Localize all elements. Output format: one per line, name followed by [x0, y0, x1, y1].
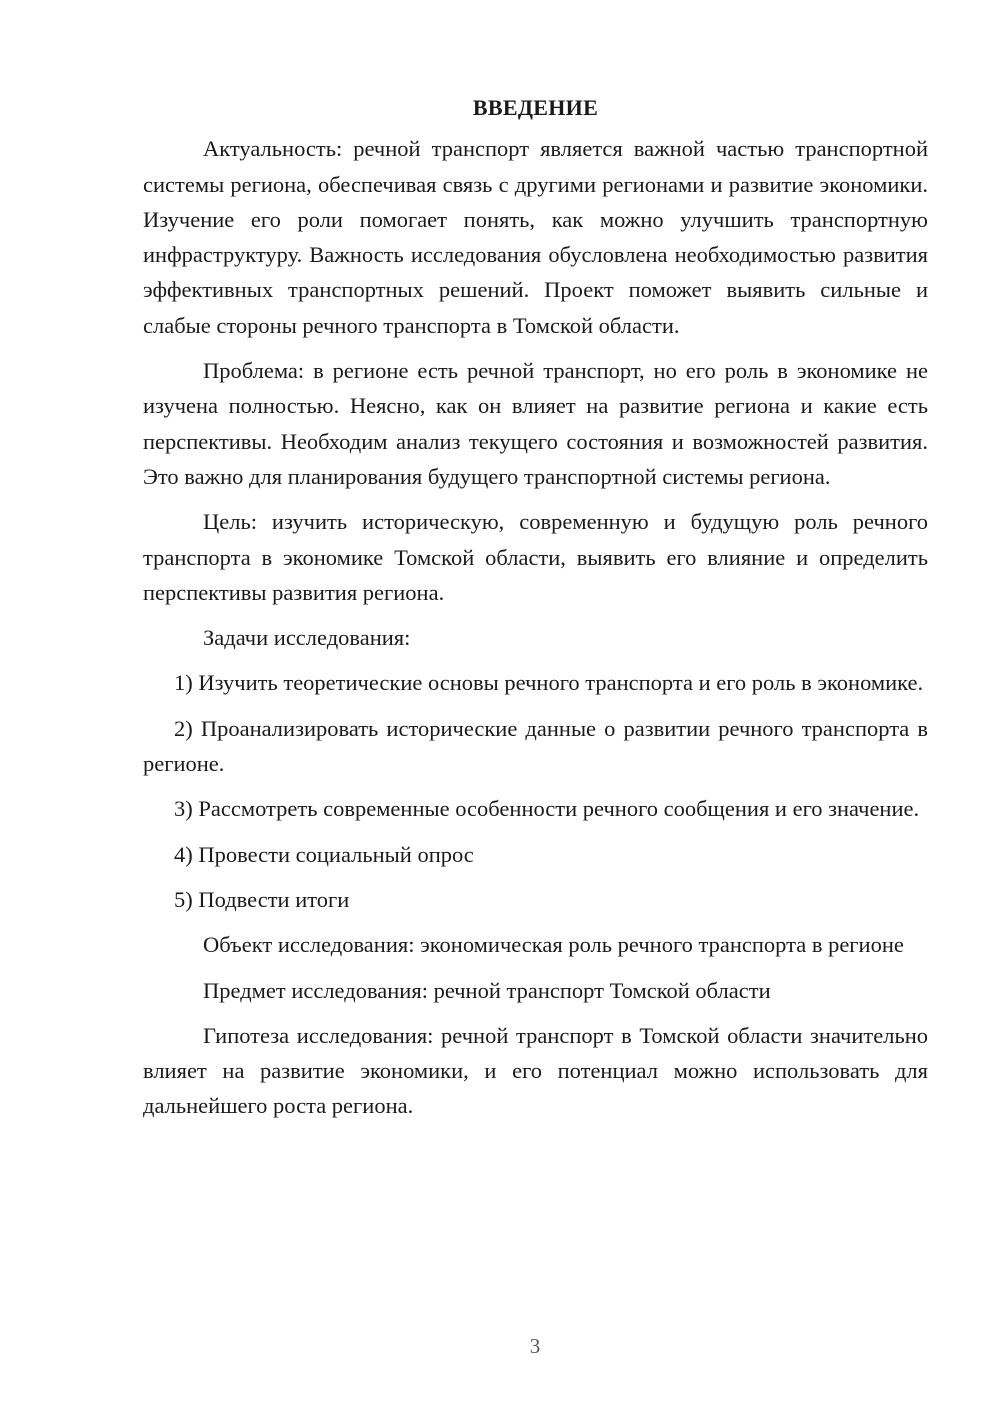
section-title: ВВЕДЕНИЕ [472, 95, 599, 120]
paragraph-subject: Предмет исследования: речной транспорт Томской области [203, 977, 771, 1003]
page-number: 3 [529, 1334, 541, 1358]
tasks-heading: Задачи исследования: [203, 625, 411, 651]
paragraph-problem: Проблема: в регионе есть речной транспорт, но его роль в экономике не изучена полностью. Неясно, как он влияет на развитие региона и какие есть перспективы. Необходим анализ текущего состояния и возможностей развития. Это важно для планирования будущего транспортной системы региона. [143, 358, 928, 489]
task-item-1: 1) Изучить теоретические основы речного транспорта и его роль в экономике. [174, 670, 924, 696]
task-item-3: 3) Рассмотреть современные особенности речного сообщения и его значение. [174, 796, 920, 822]
paragraph-hypothesis: Гипотеза исследования: речной транспорт в Томской области значительно влияет на развитие экономики, и его потенциал можно использовать для дальнейшего роста региона. [143, 1022, 928, 1119]
task-item-5: 5) Подвести итоги [174, 886, 350, 912]
task-item-2: 2) Проанализировать исторические данные о развитии речного транспорта в регионе. [143, 715, 928, 777]
paragraph-object: Объект исследования: экономическая роль речного транспорта в регионе [203, 932, 904, 958]
document-page [143, 90, 928, 1134]
task-item-4: 4) Провести социальный опрос [174, 841, 474, 867]
paragraph-relevance: Актуальность: речной транспорт является важной частью транспортной системы региона, обеспечивая связь с другими регионами и развитие экономики. Изучение его роли помогает понять, как можно улучшить транспортную инфраструктуру. Важность исследования обусловлена необходимостью развития эффективных транспортных решений. Проект поможет выявить сильные и слабые стороны речного транспорта в Томской области. [143, 136, 928, 338]
paragraph-goal: Цель: изучить историческую, современную и будущую роль речного транспорта в экономике Томской области, выявить его влияние и определить перспективы развития региона. [143, 509, 928, 605]
